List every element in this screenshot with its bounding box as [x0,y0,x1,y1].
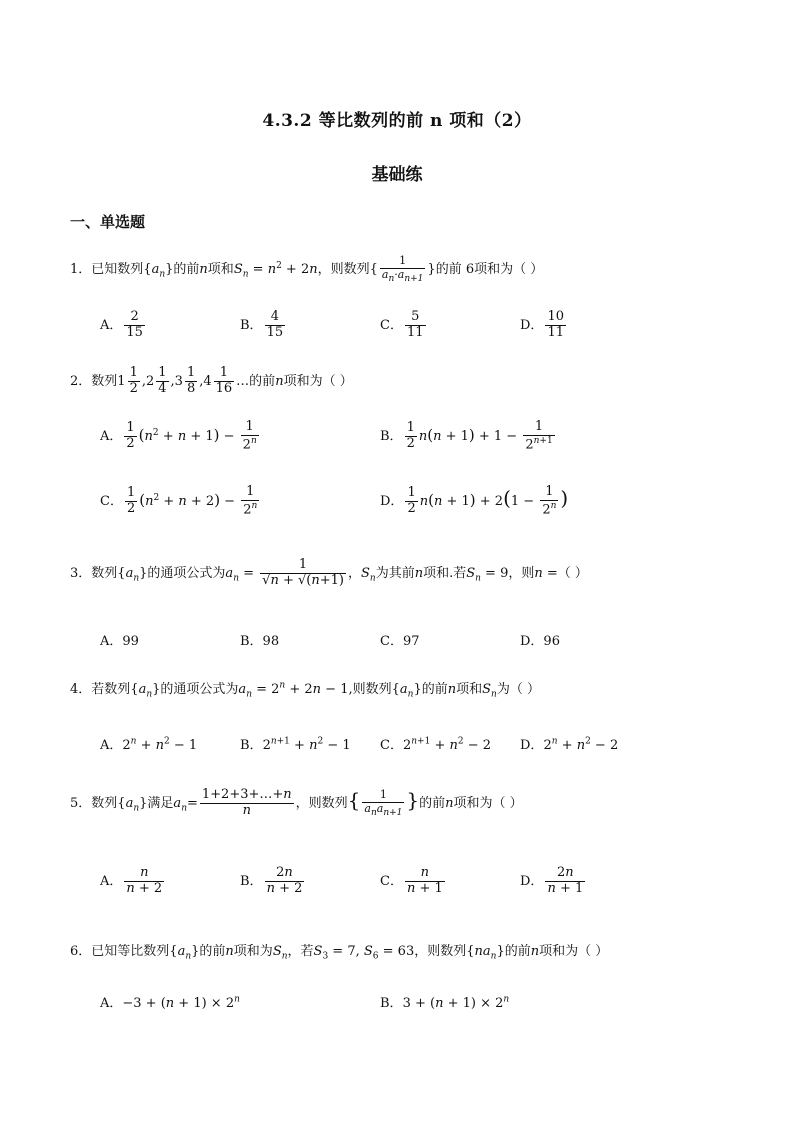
q3-option-c[interactable]: C．97 [380,634,420,649]
section-heading: 一、单选题 [70,213,146,231]
q2-option-d[interactable]: D． $\frac{1}{2}$ n(n + 1) + 2(1 − $\frac{1}{2^n}$ ) [380,484,569,518]
q3-option-b[interactable]: B．98 [240,634,280,649]
question-2-stem: 2．数列1 $\frac{1}{2}$ ,2 $\frac{1}{4}$ ,3 $\frac{1}{8}$ ,4 $\frac{1}{16}$ …的前n项和为（ ） [70,365,353,396]
q3-option-a[interactable]: A．99 [100,634,139,649]
q2-option-c[interactable]: C． $\frac{1}{2}$ $(n^2 + n + 2)$ − $\frac{1}{2^n}$ [100,484,258,518]
q1-option-d[interactable]: D． $\frac{10}{11}$ [520,309,564,340]
q1-option-a[interactable]: A． $\frac{2}{15}$ [100,309,143,340]
q2-option-b[interactable]: B． $\frac{1}{2}$ n(n + 1) + 1 − $\frac{1}{2^{n+1}}$ [380,419,553,453]
q6-option-a[interactable]: A．$-3 + (n + 1) \times 2^n$ [100,994,240,1011]
q3-option-d[interactable]: D．96 [520,634,560,649]
question-6-stem: 6．已知等比数列$\{a_n\}$的前n项和为$S_n$，若$S_3 = 7$, $S_6 = 63$，则数列$\{na_n\}$的前n项和为（ ） [70,944,609,962]
q5-option-a[interactable]: A． $\frac{n}{n + 2}$ [100,865,163,896]
fraction: $\frac{1}{a_n\cdot a_{n+1}}$ [381,254,424,284]
question-4-stem: 4．若数列$\{a_n\}$的通项公式为$a_n = 2^n + 2n - 1$,则数列$\{a_n\}$的前n项和$S_n$为（ ） [70,680,540,700]
q5-option-c[interactable]: C． $\frac{n}{n + 1}$ [380,865,443,896]
q4-option-b[interactable]: B．$2^{n+1} + n^2 - 1$ [240,736,351,753]
q1-option-b[interactable]: B． $\frac{4}{15}$ [240,309,284,340]
q2-option-a[interactable]: A． $\frac{1}{2}$ $(n^2 + n + 1)$ − $\frac{1}{2^n}$ [100,419,257,453]
q5-option-d[interactable]: D． $\frac{2n}{n + 1}$ [520,865,584,896]
question-5-stem: 5．数列$\{a_n\}$满足$a_n=$ $\frac{1+2+3+\dots+n}{n}$ ，则数列{ $\frac{1}{a_na_{n+1}}$ }的前n项和为（ ） [70,787,523,818]
page-title: 4.3.2 等比数列的前 n 项和（2） [262,111,532,131]
q4-option-c[interactable]: C．$2^{n+1} + n^2 - 2$ [380,736,492,753]
question-3-stem: 3．数列$\{a_n\}$的通项公式为$a_n$ = $\frac{1}{√n + √(n+1)}$ ，$S_n$为其前n项和.若$S_n = 9$，则n =（ ） [70,557,588,588]
q1-option-c[interactable]: C． $\frac{5}{11}$ [380,309,424,340]
q4-option-a[interactable]: A．$2^n + n^2 - 1$ [100,736,198,753]
q5-option-b[interactable]: B． $\frac{2n}{n + 2}$ [240,865,303,896]
page-subtitle: 基础练 [371,165,423,185]
question-1-stem: 1．已知数列$\{a_n\}$的前n项和$S_n = n^2 + 2n$，则数列{ $\frac{1}{a_n\cdot a_{n+1}}$ }的前 6项和为（ ） [70,254,544,284]
q6-option-b[interactable]: B．$3 + (n + 1) \times 2^n$ [380,994,510,1011]
q4-option-d[interactable]: D．$2^n + n^2 - 2$ [520,736,619,753]
